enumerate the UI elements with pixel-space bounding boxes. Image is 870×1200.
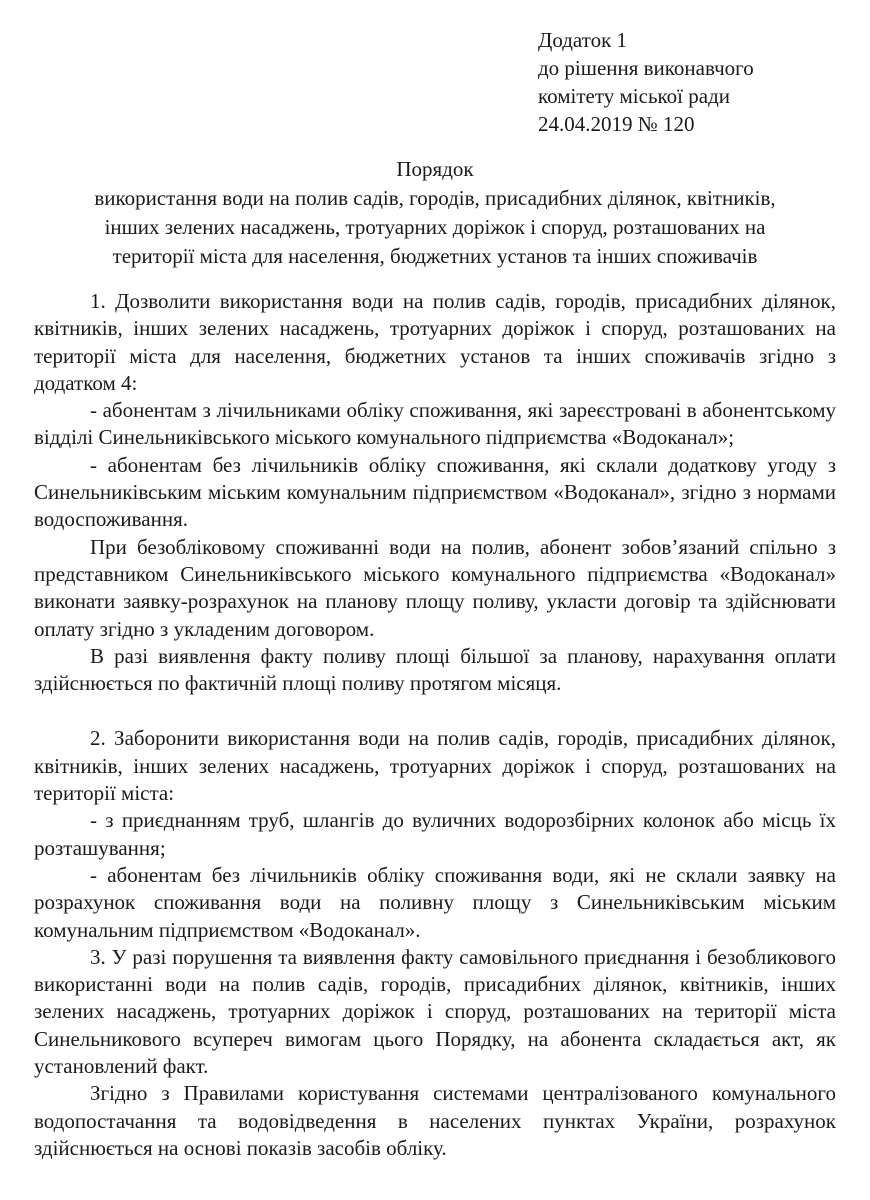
section-spacer xyxy=(34,697,836,725)
decision-date-number: 24.04.2019 № 120 xyxy=(538,112,695,136)
section-3-note: Згідно з Правилами користування системами централізованого комунального водопостачання та водовідведення в населених пунктах України, розрахунок здійснюється на основі показів засобів обліку. xyxy=(34,1081,836,1160)
committee-reference: комітету міської ради xyxy=(538,84,730,108)
title-line-1: використання води на полив садів, городів, присадибних ділянок, квітників, xyxy=(94,186,776,210)
appendix-number: Додаток 1 xyxy=(538,28,628,52)
section-2-item-1: - з приєднанням труб, шлангів до вуличних водорозбірних колонок або місць їх розташування; xyxy=(34,808,836,860)
title-line-2: інших зелених насаджень, тротуарних доріжок і споруд, розташованих на xyxy=(104,215,766,239)
section-1-note-1: При безобліковому споживанні води на полив, абонент зобов’язаний спільно з представником Синельниківського міського комунального підприємства «Водоканал» виконати заявку-розрахунок на планову площу поливу, укласти договір та здійснювати оплату згідно з укладеним договором. xyxy=(34,534,836,641)
section-1-item-1: - абонентам з лічильниками обліку споживання, які зареєстровані в абонентському відділі Синельниківського міського комунального підприємства «Водоканал»; xyxy=(34,398,836,450)
title-heading: Порядок xyxy=(396,157,474,181)
title-line-3: території міста для населення, бюджетних установ та інших споживачів xyxy=(112,244,758,268)
document-body xyxy=(34,288,836,1162)
section-1-item-2: - абонентам без лічильників обліку споживання, які склали додаткову угоду з Синельниківським міським комунальним підприємством «Водоканал», згідно з нормами водоспоживання. xyxy=(34,452,836,532)
section-2-item-2: - абонентам без лічильників обліку споживання води, які не склали заявку на розрахунок споживання води на поливну площу з Синельниківським міським комунальним підприємством «Водоканал». xyxy=(34,862,836,942)
section-1-note-2: В разі виявлення факту поливу площі більшої за планову, нарахування оплати здійснюється по фактичній площі поливу протягом місяця. xyxy=(34,643,836,696)
document-title xyxy=(30,155,840,271)
approval-stamp-block xyxy=(538,26,754,138)
section-3-paragraph: 3. У разі порушення та виявлення факту самовільного приєднання і безобликового використанні води на полив садів, городів, присадибних ділянок, квітників, інших зелених насаджень, тротуарних доріжок і споруд, розташованих на території міста Синельникового всупереч вимогам цього Порядку, на абонента складається акт, як установлений факт. xyxy=(34,944,836,1079)
decision-reference: до рішення виконавчого xyxy=(538,56,754,80)
section-2-paragraph: 2. Заборонити використання води на полив садів, городів, присадибних ділянок, квітників, інших зелених насаджень, тротуарних доріжок і споруд, розташованих на території міста: xyxy=(34,726,836,806)
section-1-paragraph: 1. Дозволити використання води на полив садів, городів, присадибних ділянок, квітників, інших зелених насаджень, тротуарних доріжок і споруд, розташованих на території міста для населення, бюджетних установ та інших споживачів згідно з додатком 4: xyxy=(34,289,836,395)
